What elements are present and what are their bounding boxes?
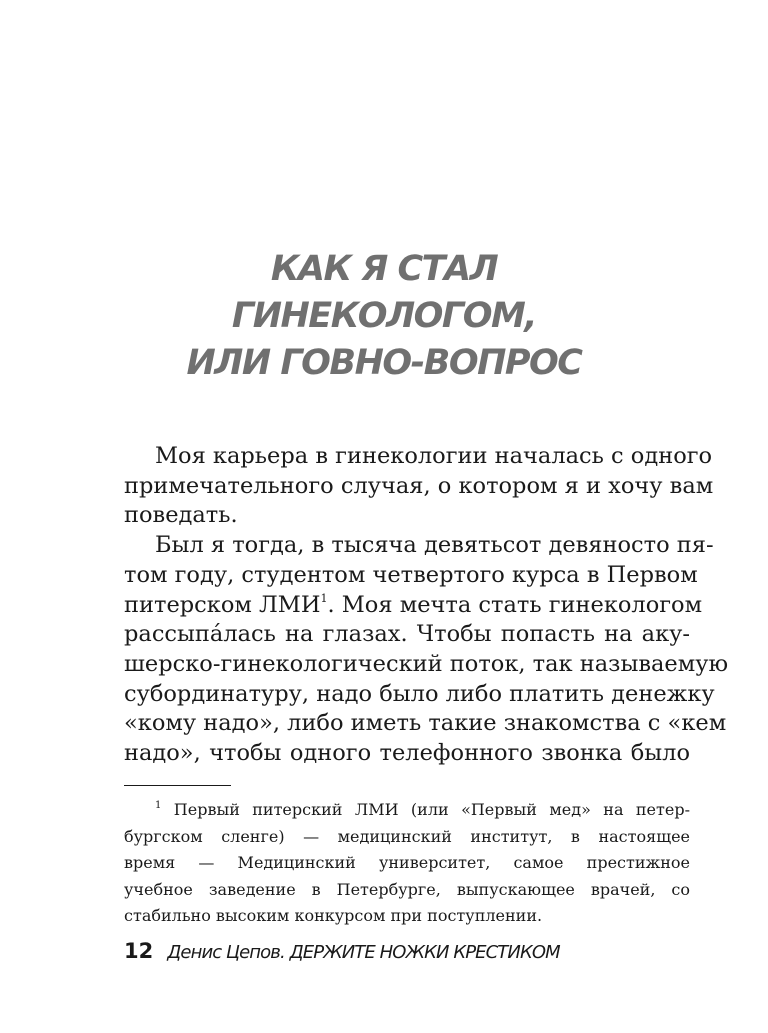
text-line: надо», чтобы одного телефонного звонка было bbox=[124, 740, 690, 767]
chapter-title bbox=[0, 246, 768, 387]
footnote-line bbox=[124, 797, 690, 824]
text-line: примечательного случая, о котором я и хочу вам bbox=[124, 472, 714, 499]
footnote-reference: 1 bbox=[320, 591, 328, 605]
text-line: Моя карьера в гинекологии началась с одного bbox=[155, 443, 713, 469]
footnote-divider bbox=[124, 785, 231, 786]
text-fragment: Первый питерский ЛМИ (или «Первый мед» на петер- bbox=[173, 800, 690, 819]
body-text bbox=[124, 442, 729, 769]
footnote-marker: 1 bbox=[155, 800, 162, 811]
chapter-title-line: КАК Я СТАЛ bbox=[270, 249, 498, 289]
text-fragment: питерском ЛМИ bbox=[124, 591, 321, 618]
text-fragment: . Моя мечта стать гинекологом bbox=[327, 591, 703, 618]
text-line: поведать. bbox=[124, 502, 238, 529]
text-line: рассыпáлась на глазах. Чтобы попасть на аку- bbox=[124, 621, 690, 648]
footnote-line: бургском сленге) — медицинский институт, в настоящее bbox=[124, 826, 690, 846]
footnote bbox=[124, 797, 690, 930]
chapter-title-line: ГИНЕКОЛОГОМ, bbox=[231, 296, 537, 336]
text-line: «кому надо», либо иметь такие знакомства с «кем bbox=[124, 710, 727, 737]
chapter-title-line: ИЛИ ГОВНО-ВОПРОС bbox=[186, 343, 582, 383]
footnote-line: учебное заведение в Петербурге, выпускающее врачей, со bbox=[124, 879, 690, 899]
text-line: субординатуру, надо было либо платить денежку bbox=[124, 680, 715, 707]
footnote-line: время — Медицинский университет, самое престижное bbox=[124, 853, 690, 872]
footnote-line: стабильно высоким конкурсом при поступлении. bbox=[124, 906, 543, 925]
running-footer bbox=[124, 937, 560, 967]
text-line: шерско-гинекологический поток, так называемую bbox=[124, 650, 729, 677]
text-line: Был я тогда, в тысяча девятьсот девяносто пя- bbox=[155, 532, 714, 559]
text-line bbox=[124, 591, 703, 621]
book-title: Денис Цепов. ДЕРЖИТЕ НОЖКИ КРЕСТИКОМ bbox=[167, 942, 560, 963]
text-line: том году, студентом четвертого курса в Первом bbox=[124, 561, 698, 588]
page-number: 12 bbox=[124, 939, 154, 963]
